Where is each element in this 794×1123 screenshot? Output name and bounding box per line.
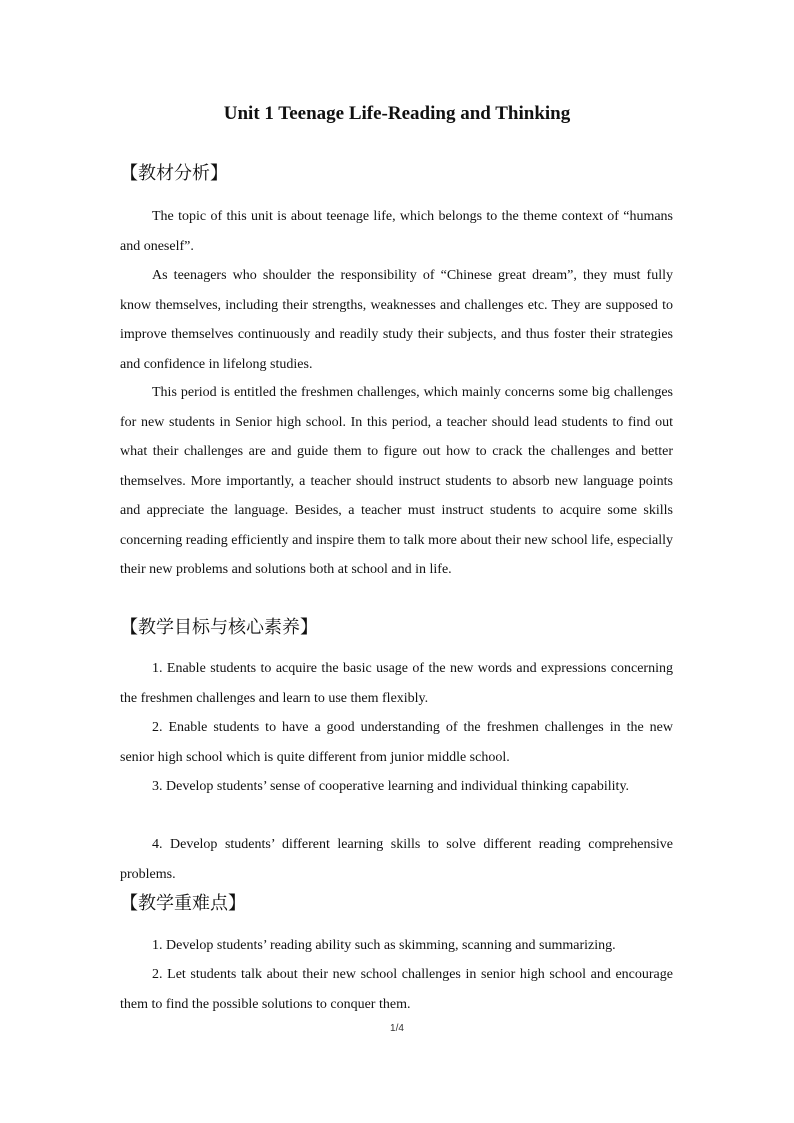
page-number: 1/4 (390, 1023, 404, 1034)
paragraph-teenagers: As teenagers who shoulder the responsibility of “Chinese great dream”, they must fully know themselves, including their strengths, weaknesses and challenges etc. They are supposed to improve themselves continuously and readily study their subjects, and thus foster their strategies and confidence in lifelong studies. (120, 268, 673, 372)
section-heading-teaching-objectives: 【教学目标与核心素养】 (120, 617, 318, 638)
paragraph-topic: The topic of this unit is about teenage life, which belongs to the theme context of “humans and oneself”. (120, 209, 673, 254)
section-heading-textbook-analysis: 【教材分析】 (120, 163, 228, 184)
objective-item-3: 3. Develop students’ sense of cooperative learning and individual thinking capability. (152, 779, 630, 794)
difficulty-item-2: 2. Let students talk about their new school challenges in senior high school and encourage them to find the possible solutions to conquer them. (120, 967, 673, 1012)
objective-item-2: 2. Enable students to have a good understanding of the freshmen challenges in the new senior high school which is quite different from junior middle school. (120, 720, 673, 765)
section-heading-key-difficulties: 【教学重难点】 (120, 893, 246, 914)
document-title: Unit 1 Teenage Life-Reading and Thinking (223, 103, 571, 124)
paragraph-period: This period is entitled the freshmen challenges, which mainly concerns some big challenges for new students in Senior high school. In this period, a teacher should lead students to find out what their challenges are and guide them to figure out how to crack the challenges and better themselves. More importantly, a teacher should instruct students to absorb new language points and appreciate the language. Besides, a teacher must instruct students to acquire some skills concerning reading efficiently and inspire them to talk more about their new school life, especially their new problems and solutions both at school and in life. (120, 385, 673, 577)
difficulty-item-1: 1. Develop students’ reading ability such as skimming, scanning and summarizing. (152, 938, 616, 953)
objective-item-1: 1. Enable students to acquire the basic usage of the new words and expressions concerning the freshmen challenges and learn to use them flexibly. (120, 661, 673, 706)
objective-item-4: 4. Develop students’ different learning skills to solve different reading comprehensive problems. (120, 837, 673, 882)
